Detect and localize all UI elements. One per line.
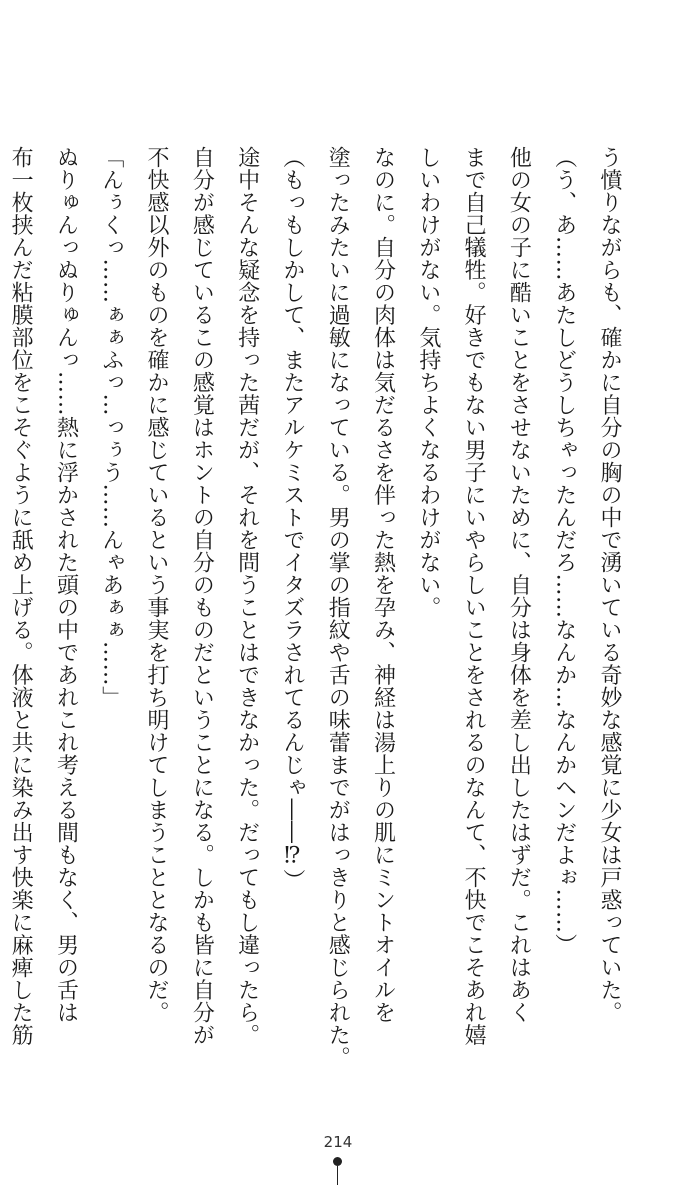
text-line: なのに。自分の肉体は気だるさを伴った熱を孕み、神経は湯上りの肌にミントオイルを [370, 146, 396, 1024]
text-line: 不快感以外のものを確かに感じているという事実を打ち明けてしまうこととなるのだ。 [144, 146, 170, 1024]
text-line: （う、あ……あたしどうしちゃったんだろ……なんか…なんかヘンだよぉ……） [551, 146, 577, 956]
vertical-body-text [8, 146, 632, 1069]
folio-line-ornament [337, 1166, 338, 1185]
text-line: （もっもしかして、またアルケミストでイタズラされてるんじゃ――⁉） [279, 146, 305, 892]
text-line: まで自己犠牲。好きでもない男子にいやらしいことをされるのなんて、不快でこそあれ嬉 [461, 146, 487, 1046]
text-line: 布一枚挟んだ粘膜部位をこそぐように舐め上げる。体液と共に染み出す快楽に麻痺した筋 [8, 146, 34, 1046]
text-line: 他の女の子に酷いことをさせないために、自分は身体を差し出したはずだ。これはあく [506, 146, 532, 1024]
text-line: ぬりゅんっぬりゅんっ……熱に浮かされた頭の中であれこれ考える間もなく、男の舌は [53, 146, 79, 1024]
text-line: 塗ったみたいに過敏になっている。男の掌の指紋や舌の味蕾までがはっきりと感じられた。 [325, 146, 351, 1069]
page-number: 214 [323, 1133, 353, 1151]
text-line: 途中そんな疑念を持った茜だが、それを問うことはできなかった。だってもし違ったら。 [234, 146, 260, 1046]
text-line: う憤りながらも、確かに自分の胸の中で湧いている奇妙な感覚に少女は戸惑っていた。 [597, 146, 622, 1024]
folio-dot-ornament [333, 1157, 342, 1166]
text-line: しいわけがない。気持ちよくなるわけがない。 [415, 146, 441, 619]
text-line: 「んぅくっ……ぁぁふっ…っぅう……んゃあぁぁ……」 [98, 146, 124, 709]
text-line: 自分が感じているこの感覚はホントの自分のものだということになる。しかも皆に自分が [189, 146, 215, 1046]
